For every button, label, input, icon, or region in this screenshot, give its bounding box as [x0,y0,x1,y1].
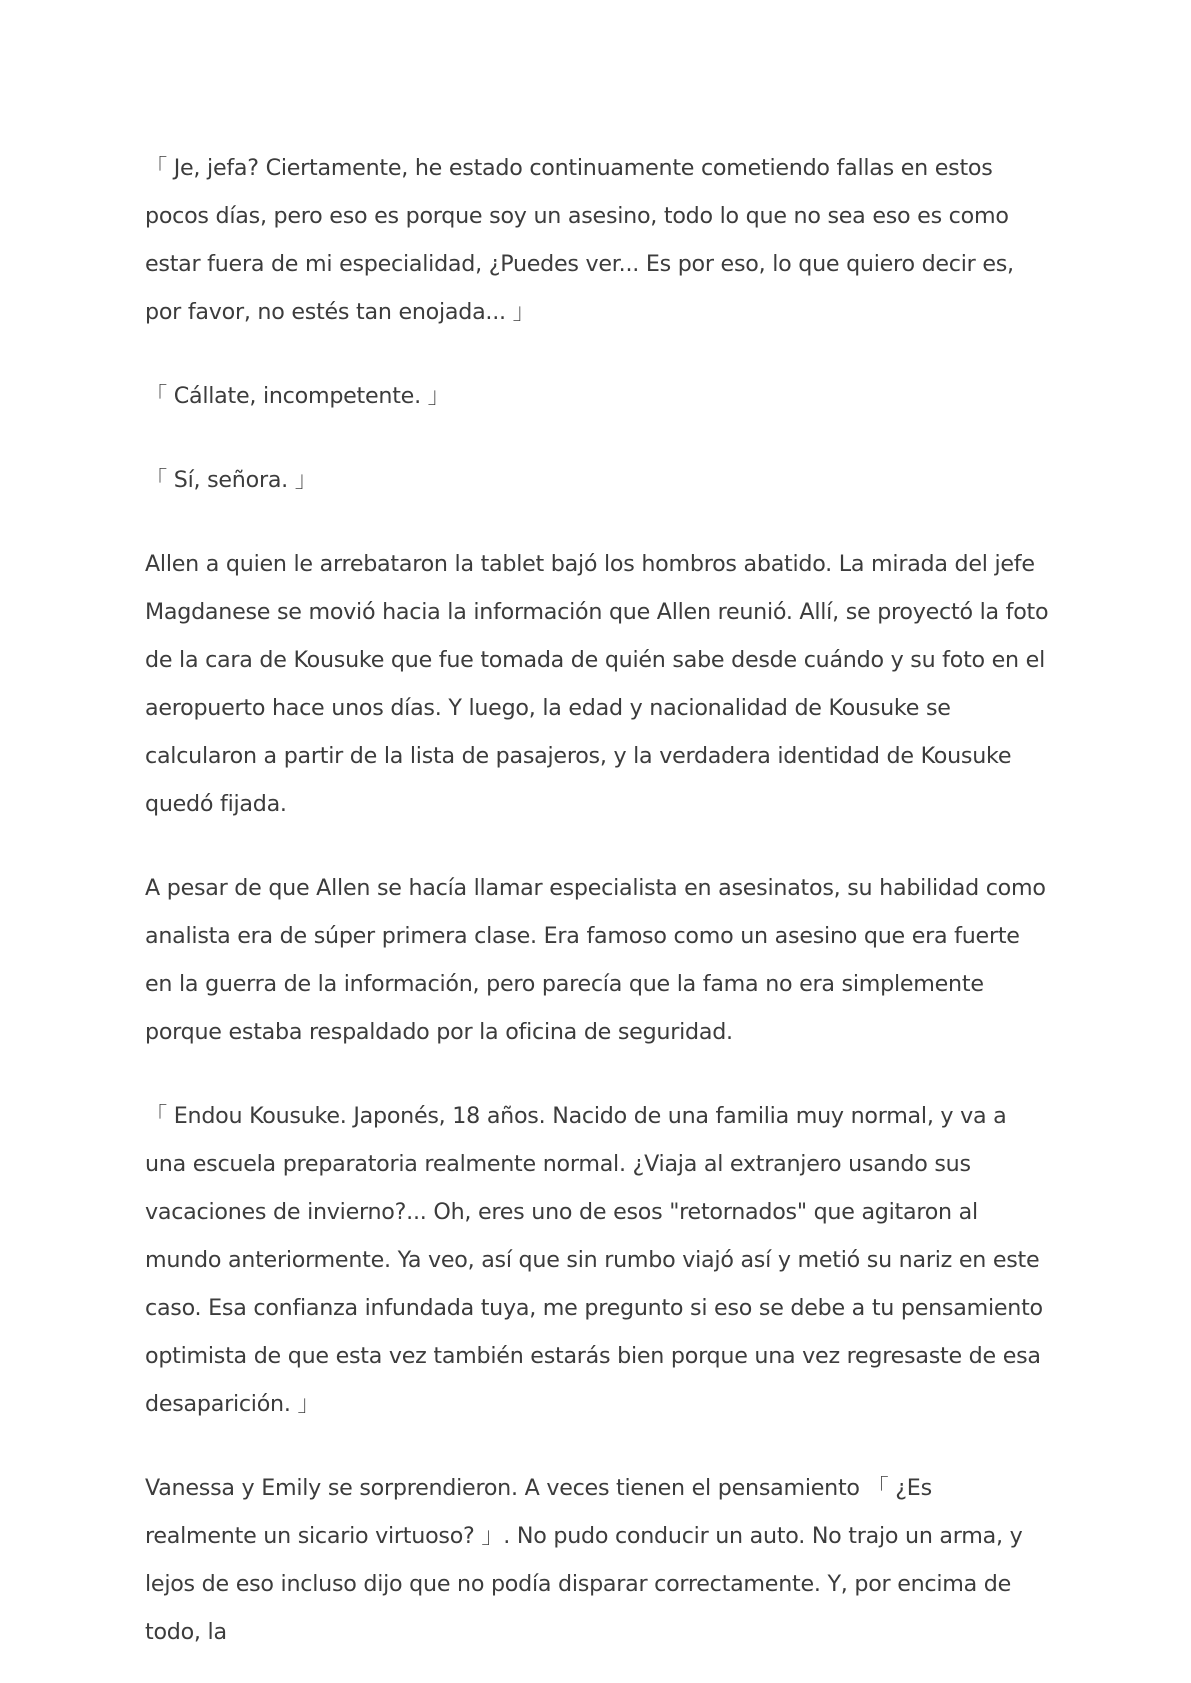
paragraph-5: A pesar de que Allen se hacía llamar especialista en asesinatos, su habilidad como analista era de súper primera clase. Era famoso como un asesino que era fuerte en la guerra de la información, pero parecía que la fama no era simplemente porque estaba respaldado por la oficina de seguridad. [145,875,1046,1045]
paragraph-1: 「 Je, jefa? Ciertamente, he estado continuamente cometiendo fallas en estos pocos días, pero eso es porque soy un asesino, todo lo que no sea eso es como estar fuera de mi especialidad, ¿Puedes ver... Es por eso, lo que quiero decir es, por favor, no estés tan enojada... 」 [145,155,1014,325]
paragraph-6: 「 Endou Kousuke. Japonés, 18 años. Nacido de una familia muy normal, y va a una escuela preparatoria realmente normal. ¿Viaja al extranjero usando sus vacaciones de invierno?... Oh, eres uno de esos "retornados" que agitaron al mundo anteriormente. Ya veo, así que sin rumbo viajó así y metió su nariz en este caso. Esa confianza infundada tuya, me pregunto si eso se debe a tu pensamiento optimista de que esta vez también estarás bien porque una vez regresaste de esa desaparición. 」 [145,1103,1043,1417]
paragraph-7: Vanessa y Emily se sorprendieron. A veces tienen el pensamiento 「 ¿Es realmente un sicario virtuoso? 」. No pudo conducir un auto. No trajo un arma, y lejos de eso incluso dijo que no podía disparar correctamente. Y, por encima de todo, la [145,1475,1023,1645]
document-body [145,144,1050,1683]
paragraph-2: 「 Cállate, incompetente. 」 [145,383,450,409]
paragraph-4: Allen a quien le arrebataron la tablet bajó los hombros abatido. La mirada del jefe Magdanese se movió hacia la información que Allen reunió. Allí, se proyectó la foto de la cara de Kousuke que fue tomada de quién sabe desde cuándo y su foto en el aeropuerto hace unos días. Y luego, la edad y nacionalidad de Kousuke se calcularon a partir de la lista de pasajeros, y la verdadera identidad de Kousuke quedó fijada. [145,551,1049,817]
paragraph-3: 「 Sí, señora. 」 [145,467,317,493]
